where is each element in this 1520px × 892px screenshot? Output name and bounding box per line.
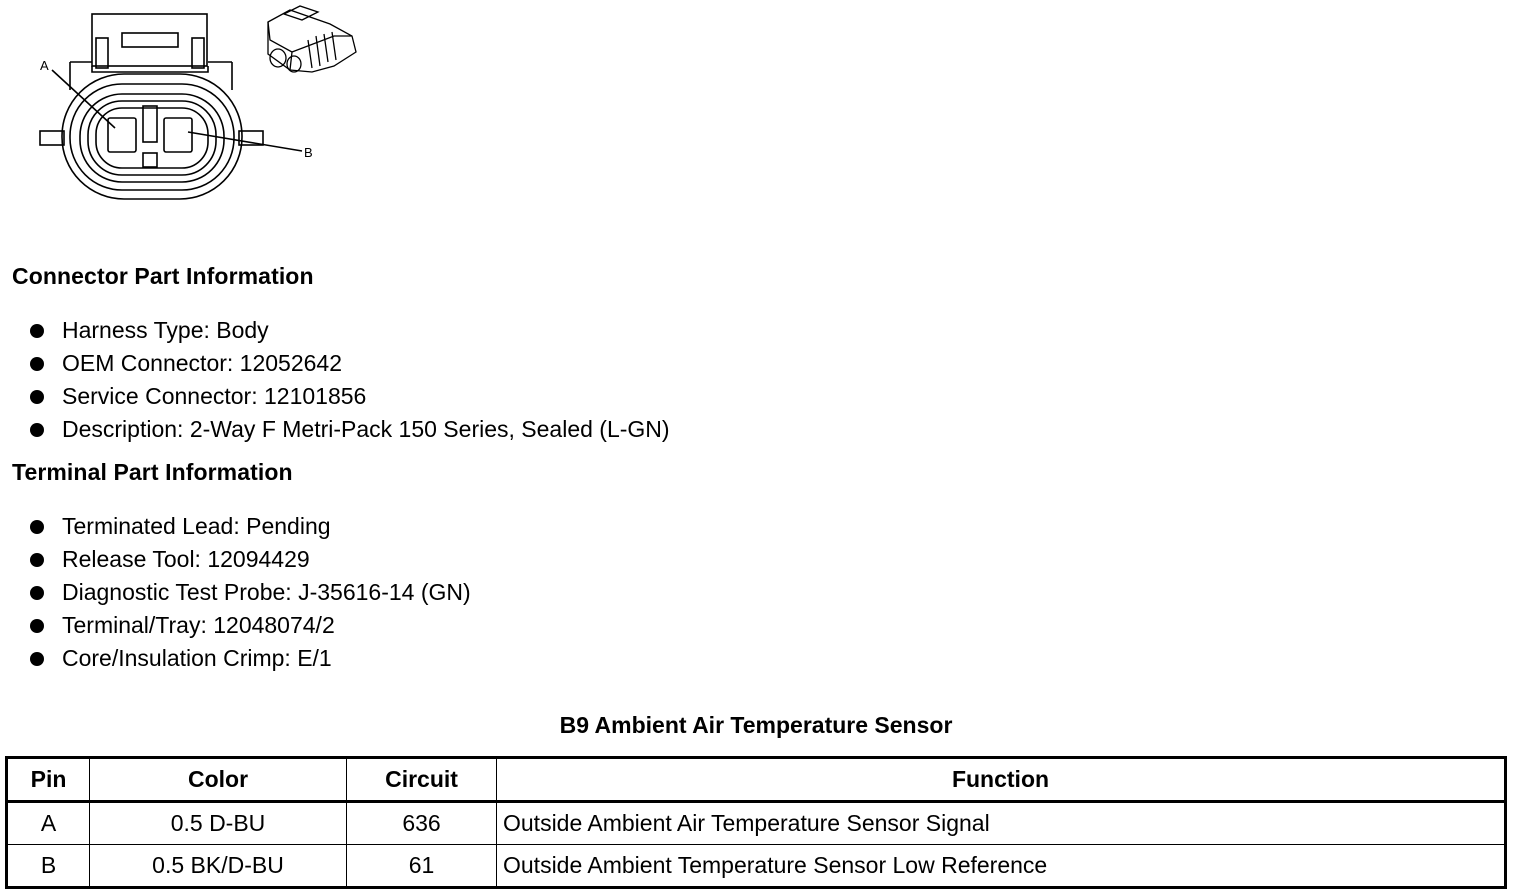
bullet-icon: [30, 553, 44, 567]
header-function: Function: [497, 758, 1506, 802]
circuit-cell: 61: [347, 845, 497, 888]
list-item: Terminal/Tray: 12048074/2: [30, 609, 471, 642]
bullet-icon: [30, 619, 44, 633]
list-item: OEM Connector: 12052642: [30, 347, 670, 380]
list-item: Harness Type: Body: [30, 314, 670, 347]
connector-thumbnail: [268, 6, 356, 72]
pin-b-label: B: [304, 145, 313, 160]
list-item: Terminated Lead: Pending: [30, 510, 471, 543]
color-cell: 0.5 D-BU: [90, 802, 347, 845]
header-pin: Pin: [7, 758, 90, 802]
function-cell: Outside Ambient Air Temperature Sensor Signal: [497, 802, 1506, 845]
terminal-part-heading: Terminal Part Information: [12, 459, 293, 485]
pin-cell: B: [7, 845, 90, 888]
list-item: Service Connector: 12101856: [30, 380, 670, 413]
pin-table: [5, 756, 1507, 889]
bullet-icon: [30, 652, 44, 666]
table-row: [7, 845, 1506, 888]
bullet-icon: [30, 423, 44, 437]
list-item: Diagnostic Test Probe: J-35616-14 (GN): [30, 576, 471, 609]
color-cell: 0.5 BK/D-BU: [90, 845, 347, 888]
connector-part-heading: Connector Part Information: [12, 263, 314, 289]
header-color: Color: [90, 758, 347, 802]
table-row: [7, 802, 1506, 845]
bullet-icon: [30, 520, 44, 534]
bullet-icon: [30, 390, 44, 404]
pin-a-label: A: [40, 58, 49, 73]
function-cell: Outside Ambient Temperature Sensor Low Reference: [497, 845, 1506, 888]
terminal-part-list: [30, 510, 471, 675]
circuit-cell: 636: [347, 802, 497, 845]
connector-part-list: [30, 314, 670, 446]
table-title: B9 Ambient Air Temperature Sensor: [559, 712, 953, 738]
list-item: Core/Insulation Crimp: E/1: [30, 642, 471, 675]
list-item: Release Tool: 12094429: [30, 543, 471, 576]
connector-illustration: [0, 0, 380, 215]
pin-cell: A: [7, 802, 90, 845]
list-item: Description: 2-Way F Metri-Pack 150 Series, Sealed (L-GN): [30, 413, 670, 446]
bullet-icon: [30, 357, 44, 371]
table-header-row: [7, 758, 1506, 802]
bullet-icon: [30, 586, 44, 600]
bullet-icon: [30, 324, 44, 338]
header-circuit: Circuit: [347, 758, 497, 802]
